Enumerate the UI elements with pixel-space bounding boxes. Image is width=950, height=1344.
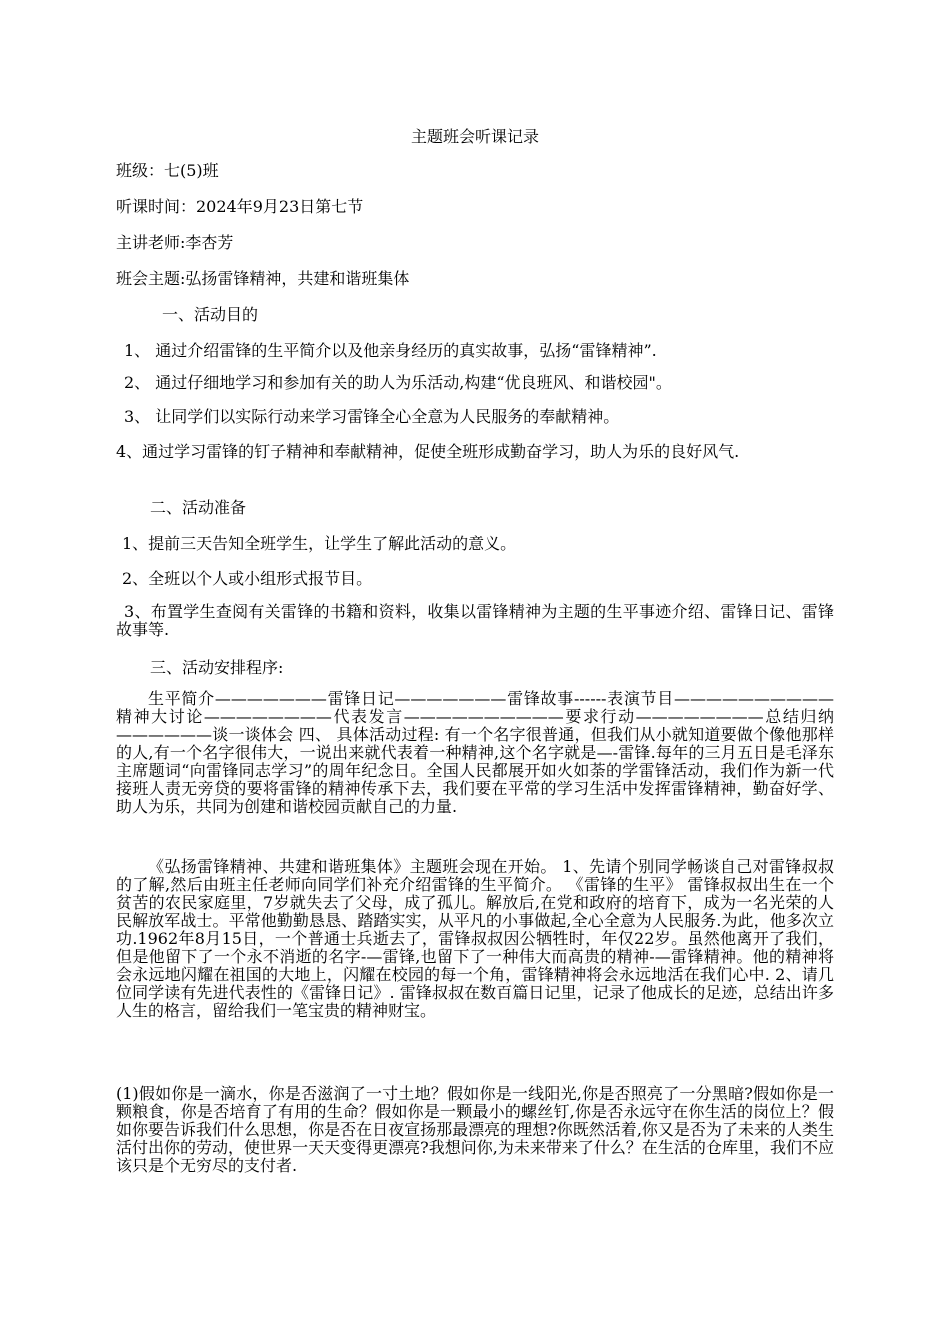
purpose-item-2: 2、 通过仔细地学习和参加有关的助人为乐活动,构建“优良班风、和谐校园"。 [124,373,672,392]
preparation-item-1: 1、提前三天告知全班学生，让学生了解此活动的意义。 [122,534,517,553]
purpose-item-4: 4、通过学习雷锋的钉子精神和奉献精神，促使全班形成勤奋学习，助人为乐的良好风气. [116,442,740,461]
topic-line: 班会主题:弘扬雷锋精神，共建和谐班集体 [116,269,410,288]
section-heading-preparation: 二、活动准备 [150,498,247,517]
lesson-time-line: 听课时间：2024年9月23日第七节 [116,197,364,216]
teacher-line: 主讲老师:李杏芳 [116,233,234,252]
purpose-item-3: 3、 让同学们以实际行动来学习雷锋全心全意为人民服务的奉献精神。 [124,407,620,426]
document-title: 主题班会听课记录 [410,127,539,146]
preparation-item-2: 2、全班以个人或小组形式报节目。 [122,569,373,588]
class-line: 班级：七(5)班 [116,161,219,180]
diary-paragraph: (1)假如你是一滴水，你是否滋润了一寸土地？假如你是一线阳光,你是否照亮了一分黑暗?假如你是一颗粮食，你是否培育了有用的生命？假如你是一颗最小的螺丝钉,你是否永远守在你生活的岗位上？假如你要告诉我们什么思想，你是否在日夜宣扬那最漂亮的理想?你既然活着,你又是否为了未来的人类生活付出你的劳动，使世界一天天变得更漂亮?我想问你,为未来带来了什么？在生活的仓库里，我们不应该只是个无穷尽的支付者. [116,1084,834,1175]
preparation-item-3: 3、布置学生查阅有关雷锋的书籍和资料，收集以雷锋精神为主题的生平事迹介绍、雷锋日记、雷锋故事等. [116,602,834,639]
opening-paragraph: 《弘扬雷锋精神、共建和谐班集体》主题班会现在开始。 1、先请个别同学畅谈自己对雷锋叔叔的了解,然后由班主任老师向同学们补充介绍雷锋的生平简介。 《雷锋的生平》 雷锋叔叔出生在一个贫苦的农民家庭里，7岁就失去了父母，成了孤儿。解放后,在党和政府的培育下，成为一名光荣的人民解放军战士。平常他勤勤恳恳、踏踏实实，从平凡的小事做起,全心全意为人民服务.为此，他多次立功.1962年8月15日，一个普通士兵逝去了，雷锋叔叔因公牺牲时，年仅22岁。虽然他离开了我们，但是他留下了一个永不消逝的名字-—雷锋,也留下了一种伟大而高贵的精神-—雷锋精神。他的精神将会永远地闪耀在祖国的大地上，闪耀在校园的每一个角，雷锋精神将会永远地活在我们心中. 2、请几位同学读有先进代表性的《雷锋日记》. 雷锋叔叔在数百篇日记里，记录了他成长的足迹，总结出许多人生的格言，留给我们一笔宝贵的精神财宝。 [116,857,834,1020]
section-heading-purpose: 一、活动目的 [162,305,259,324]
purpose-item-1: 1、 通过介绍雷锋的生平简介以及他亲身经历的真实故事，弘扬“雷锋精神”. [124,341,657,360]
section-heading-program: 三、活动安排程序: [150,658,284,677]
program-paragraph: 生平简介———————雷锋日记———————雷锋故事------表演节目——————————精神大讨论————————代表发言——————————要求行动————————总结归纳——————谈一谈体会 四、 具体活动过程: 有一个名字很普通，但我们从小就知道要做个像他那样的人,有一个名字很伟大，一说出来就代表着一种精神,这个名字就是—-雷锋.每年的三月五日是毛泽东主席题词“向雷锋同志学习”的周年纪念日。全国人民都展开如火如荼的学雷锋活动，我们作为新一代接班人责无旁贷的要将雷锋的精神传承下去，我们要在平常的学习生活中发挥雷锋精神，勤奋好学、助人为乐，共同为创建和谐校园贡献自己的力量. [116,689,834,816]
